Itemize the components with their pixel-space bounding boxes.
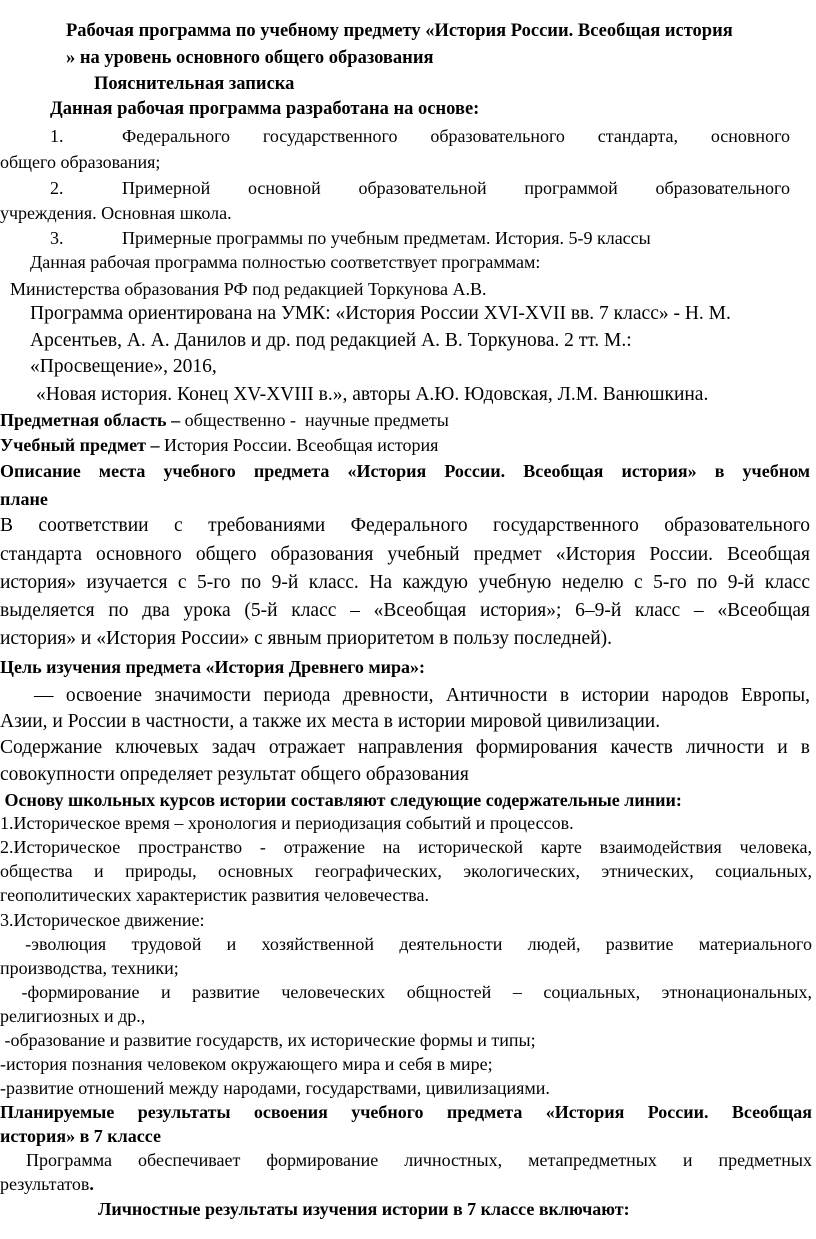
place-heading-line-1: Описание места учебного предмета «История России. Всеобщая история» в учебном [0, 461, 810, 481]
content-line-8: -формирование и развитие человеческих общностей – социальных, этнонациональных, [0, 982, 812, 1002]
goal-heading: Цель изучения предмета «История Древнего мира»: [0, 657, 426, 677]
basis-heading: Данная рабочая программа разработана на основе: [50, 99, 480, 119]
subject-area-label: Предметная область – [0, 410, 181, 430]
umk-line-1: Программа ориентирована на УМК: «История России XVI-XVII вв. 7 класс» - Н. М. [30, 303, 731, 324]
basis-item-1-text: Федерального государственного образовательного стандарта, основного [122, 126, 790, 146]
ministry-text: Министерства образования РФ под редакцией Торкунова А.В. [10, 279, 487, 299]
content-lines-heading: Основу школьных курсов истории составляют следующие содержательные линии: [0, 790, 682, 810]
content-line-6: -эволюция трудовой и хозяйственной деятельности людей, развитие материального [0, 934, 812, 954]
goal-line-2: Азии, и России в частности, а также их места в истории мировой цивилизации. [0, 711, 661, 732]
content-line-3: общества и природы, основных географических, экологических, этнических, социальных, [0, 861, 812, 881]
basis-item-1-cont: общего образования; [0, 152, 161, 172]
subject-value: История России. Всеобщая история [159, 435, 439, 455]
content-line-12: -развитие отношений между народами, государствами, цивилизациями. [0, 1078, 550, 1098]
corresponds-text: Данная рабочая программа полностью соответствует программам: [30, 252, 541, 272]
content-line-7: производства, техники; [0, 958, 179, 978]
umk-line-2: Арсентьев, А. А. Данилов и др. под редакцией А. В. Торкунова. 2 тт. М.: [30, 330, 632, 351]
new-history-line: «Новая история. Конец XV-XVIII в.», авторы А.Ю. Юдовская, Л.М. Ванюшкина. [36, 384, 709, 405]
basis-item-1-num: 1. [50, 126, 64, 146]
place-heading-line-2: плане [0, 489, 48, 509]
basis-item-2-text: Примерной основной образовательной программой образовательного [122, 178, 790, 198]
basis-item-3-text: Примерные программы по учебным предметам. История. 5-9 классы [122, 228, 651, 248]
document-title-line-1: Рабочая программа по учебному предмету «История России. Всеобщая история [66, 21, 733, 41]
explanatory-note-heading: Пояснительная записка [94, 74, 295, 94]
tasks-line-1: Содержание ключевых задач отражает направления формирования качеств личности и в [0, 737, 810, 758]
subject-label: Учебный предмет – [0, 435, 160, 455]
document-title-line-2: » на уровень основного общего образования [66, 48, 434, 68]
basis-item-2-cont: учреждения. Основная школа. [0, 203, 232, 223]
place-paragraph-line-3: история» изучается с 5-го по 9-й класс. На каждую учебную неделю с 5-го по 9-й класс [0, 572, 810, 593]
goal-line-1: — освоение значимости периода древности, Античности в истории народов Европы, [34, 685, 810, 706]
content-line-10: -образование и развитие государств, их исторические формы и типы; [0, 1030, 536, 1050]
tasks-line-2: совокупности определяет результат общего образования [0, 764, 469, 785]
results-heading-line-2: история» в 7 классе [0, 1126, 161, 1146]
content-line-4: геополитических характеристик развития человечества. [0, 885, 430, 905]
personal-results-heading: Личностные результаты изучения истории в 7 классе включают: [98, 1199, 630, 1219]
results-paragraph-line-1: Программа обеспечивает формирование личностных, метапредметных и предметных [0, 1150, 812, 1170]
content-line-1: 1.Историческое время – хронология и периодизация событий и процессов. [0, 813, 574, 833]
basis-item-3-num: 3. [50, 228, 64, 248]
content-line-2: 2.Историческое пространство - отражение на исторической карте взаимодействия человека, [0, 837, 812, 857]
content-line-11: -история познания человеком окружающего мира и себя в мире; [0, 1054, 493, 1074]
subject-area-value: общественно - научные предметы [180, 410, 449, 430]
results-paragraph-line-2 [0, 1175, 94, 1193]
results-heading-line-1: Планируемые результаты освоения учебного предмета «История России. Всеобщая [0, 1102, 812, 1122]
place-paragraph-line-4: выделяется по два урока (5-й класс – «Всеобщая история»; 6–9-й класс – «Всеобщая [0, 600, 810, 621]
subject-line [0, 436, 438, 454]
results-paragraph-text: результатов [0, 1174, 90, 1194]
place-paragraph-line-5: история» и «История России» с явным приоритетом в пользу последней). [0, 628, 613, 649]
content-line-9: религиозных и др., [0, 1006, 146, 1026]
place-paragraph-line-1: В соответствии с требованиями Федерального государственного образовательного [0, 515, 810, 536]
umk-line-3: «Просвещение», 2016, [30, 356, 217, 377]
subject-area-line [0, 411, 449, 429]
place-paragraph-line-2: стандарта основного общего образования учебный предмет «История России. Всеобщая [0, 544, 810, 565]
basis-item-2-num: 2. [50, 178, 64, 198]
content-line-5: 3.Историческое движение: [0, 910, 205, 930]
results-paragraph-dot: . [89, 1174, 94, 1194]
